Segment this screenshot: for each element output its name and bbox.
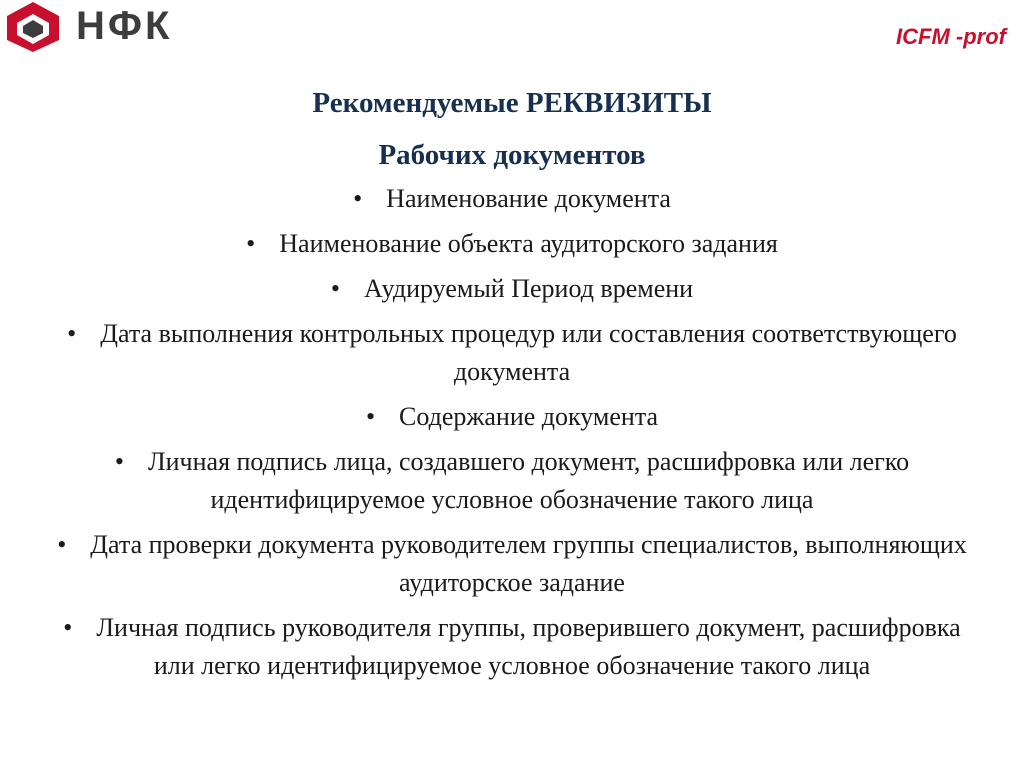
list-item-text: Личная подпись лица, создавшего документ, расшифровка или легко идентифицируемое условное обозначение такого лица (147, 447, 910, 514)
bullet: • (353, 184, 363, 213)
bullet: • (246, 229, 256, 258)
program-tag: ICFM -prof (896, 24, 1006, 49)
list-item-text: Личная подпись руководителя группы, проверившего документ, расшифровка или легко идентифицируемое условное обозначение такого лица (96, 613, 961, 680)
list-item (40, 225, 984, 263)
bullet: • (114, 447, 124, 476)
bullet: • (57, 530, 67, 559)
list-item (40, 315, 984, 391)
title-line-2: Рабочих документов (378, 139, 646, 171)
list-item-text: Дата проверки документа руководителем группы специалистов, выполняющих аудиторское задание (90, 530, 967, 597)
company-logo (2, 0, 172, 52)
slide-title (40, 84, 984, 174)
list-item (40, 443, 984, 519)
list-item (40, 270, 984, 308)
list-item-text: Наименование объекта аудиторского задания (279, 229, 778, 258)
bullet: • (365, 402, 376, 431)
list-item-text: Аудируемый Период времени (364, 274, 694, 303)
bullet: • (330, 274, 341, 303)
list-item (40, 398, 984, 436)
list-item-text: Наименование документа (386, 184, 671, 213)
slide-content (40, 84, 984, 685)
list-item (40, 609, 984, 685)
list-item-text: Содержание документа (399, 402, 659, 431)
bullet: • (63, 613, 73, 642)
list-item-text: Дата выполнения контрольных процедур или составления соответствующего документа (100, 319, 957, 386)
logo-hexagon-icon (2, 0, 64, 52)
requisites-list (40, 180, 984, 685)
list-item (40, 180, 984, 218)
list-item (40, 526, 984, 602)
bullet: • (67, 319, 77, 348)
title-line-1: Рекомендуемые РЕКВИЗИТЫ (312, 87, 712, 119)
logo-text: НФК (76, 4, 173, 48)
